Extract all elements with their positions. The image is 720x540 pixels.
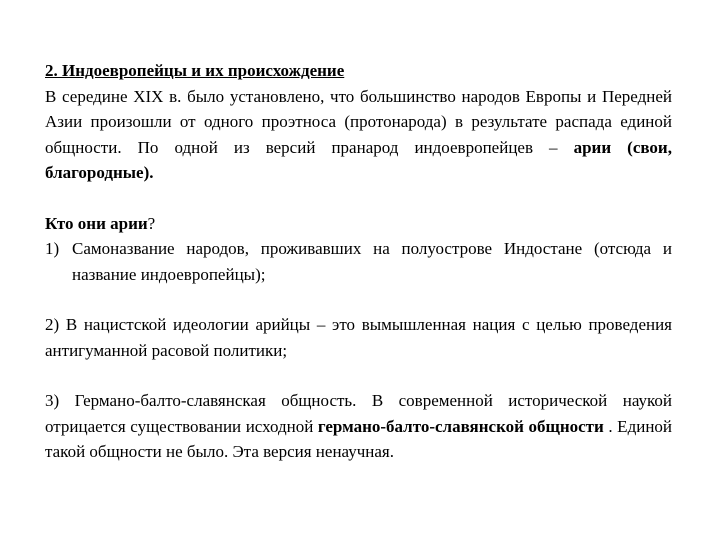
intro-paragraph — [45, 58, 672, 186]
question-bold: Кто они арии — [45, 213, 148, 233]
intro-text: В середине XIX в. было установлено, что большинство народов Европы и Передней Азии произошли от одного проэтноса (протонарода) в результате распада единой общности. По одной из версий пранарод индоевропейцев – — [45, 86, 672, 157]
item-3-tail: . Единой такой общности не было. Эта версия ненаучная. — [45, 416, 673, 461]
list-text: Самоназвание народов, проживавших на полуострове Индостане (отсюда и название индоевропейцы); — [72, 239, 672, 284]
item-3-text: 3) Германо-балто-славянская общность. В современной исторической наукой отрицается существовании исходной — [45, 391, 672, 436]
item-3-paragraph — [45, 388, 672, 465]
list-item-1 — [45, 236, 672, 287]
intro-bold-text: арии (свои, благородные). — [45, 137, 672, 182]
list-number: 1) — [45, 239, 60, 258]
section-heading: 2. Индоевропейцы и их происхождение — [45, 61, 345, 80]
item-2-paragraph: 2) В нацистской идеологии арийцы – это вымышленная нация с целью проведения антигуманной расовой политики; — [45, 315, 672, 360]
spacer — [45, 363, 672, 388]
question-line — [45, 211, 672, 237]
spacer — [45, 186, 672, 211]
question-mark: ? — [147, 213, 156, 233]
item-3-bold-text: германо-балто-славянской общности — [317, 416, 604, 436]
spacer — [45, 287, 672, 312]
slide-content — [45, 58, 672, 465]
